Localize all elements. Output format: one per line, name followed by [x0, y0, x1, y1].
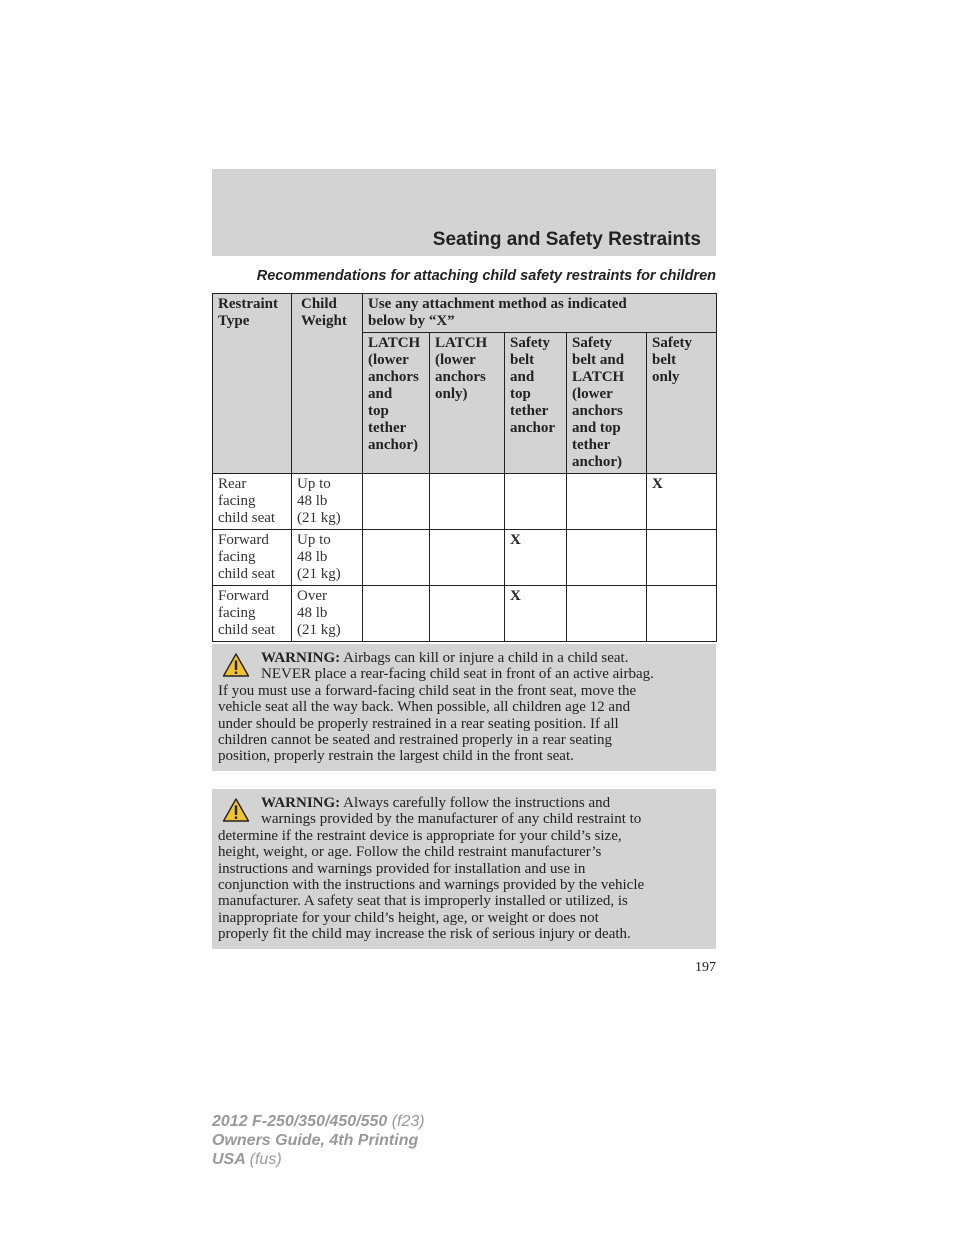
restraint-type-cell: Rear facing child seat [213, 474, 292, 530]
restraint-table [212, 293, 717, 642]
method-mark-cell [430, 586, 505, 642]
warning-triangle-icon [222, 797, 250, 823]
method-mark-cell [363, 586, 430, 642]
header-method-1: LATCH (lower anchors and top tether anchor) [363, 333, 430, 474]
warning-line: instructions and warnings provided for installation and use in [218, 860, 586, 877]
section-title: Seating and Safety Restraints [432, 229, 701, 250]
header-method-4: Safety belt and LATCH (lower anchors and top tether anchor) [567, 333, 647, 474]
method-mark-cell [567, 474, 647, 530]
section-header-band [212, 169, 716, 256]
method-mark-cell: X [505, 586, 567, 642]
warning-line: If you must use a forward-facing child seat in the front seat, move the [218, 682, 637, 699]
warning-line: inappropriate for your child’s height, age, or weight or does not [218, 909, 599, 926]
warning-line: manufacturer. A safety seat that is improperly installed or utilized, is [218, 893, 628, 910]
warning-first-line: WARNING: Airbags can kill or injure a child in a child seat. [261, 650, 629, 666]
warning-line: warnings provided by the manufacturer of any child restraint to [261, 811, 642, 828]
method-mark-cell: X [505, 530, 567, 586]
method-mark-cell [363, 474, 430, 530]
method-mark-cell [567, 530, 647, 586]
header-child-weight: Child Weight [292, 294, 363, 474]
header-method-5: Safety belt only [647, 333, 717, 474]
warning-manufacturer-instructions [212, 789, 716, 949]
warning-label: WARNING: [261, 650, 341, 666]
warning-line: children cannot be seated and restrained properly in a rear seating [218, 732, 612, 749]
header-method-2: LATCH (lower anchors only) [430, 333, 505, 474]
method-mark-cell [505, 474, 567, 530]
warning-line: height, weight, or age. Follow the child restraint manufacturer’s [218, 844, 602, 861]
header-attachment-method: Use any attachment method as indicated below by “X” [363, 294, 717, 333]
child-weight-cell: Up to 48 lb (21 kg) [292, 474, 363, 530]
table-row [213, 474, 717, 530]
method-mark-cell [647, 530, 717, 586]
warning-line: NEVER place a rear-facing child seat in front of an active airbag. [261, 666, 654, 683]
warning-line: position, properly restrain the largest child in the front seat. [218, 748, 574, 765]
restraint-type-cell: Forward facing child seat [213, 530, 292, 586]
table-heading: Recommendations for attaching child safety restraints for children [256, 268, 716, 284]
warning-line: under should be properly restrained in a rear seating position. If all [218, 715, 619, 732]
footer-model-line: 2012 F-250/350/450/550 (f23) [212, 1113, 425, 1130]
table-row [213, 530, 717, 586]
warning-line: determine if the restraint device is appropriate for your child’s size, [218, 827, 622, 844]
document-footer [212, 1112, 425, 1169]
restraint-type-cell: Forward facing child seat [213, 586, 292, 642]
warning-label: WARNING: [261, 795, 341, 811]
header-method-3: Safety belt and top tether anchor [505, 333, 567, 474]
method-mark-cell [363, 530, 430, 586]
child-weight-cell: Over 48 lb (21 kg) [292, 586, 363, 642]
header-restraint-type: Restraint Type [213, 294, 292, 474]
warning-first-line: WARNING: Always carefully follow the instructions and [261, 795, 611, 811]
footer-region-line: USA (fus) [212, 1151, 282, 1168]
child-weight-cell: Up to 48 lb (21 kg) [292, 530, 363, 586]
method-mark-cell [430, 530, 505, 586]
warning-line: vehicle seat all the way back. When possible, all children age 12 and [218, 699, 631, 716]
method-mark-cell: X [647, 474, 717, 530]
warning-line: conjunction with the instructions and warnings provided by the vehicle [218, 877, 645, 894]
method-mark-cell [430, 474, 505, 530]
warning-airbag [212, 644, 716, 771]
footer-edition-line: Owners Guide, 4th Printing [212, 1132, 419, 1149]
warning-line: properly fit the child may increase the risk of serious injury or death. [218, 926, 631, 943]
method-mark-cell [647, 586, 717, 642]
method-mark-cell [567, 586, 647, 642]
warning-triangle-icon [222, 652, 250, 678]
table-row [213, 586, 717, 642]
page-number: 197 [695, 960, 716, 975]
